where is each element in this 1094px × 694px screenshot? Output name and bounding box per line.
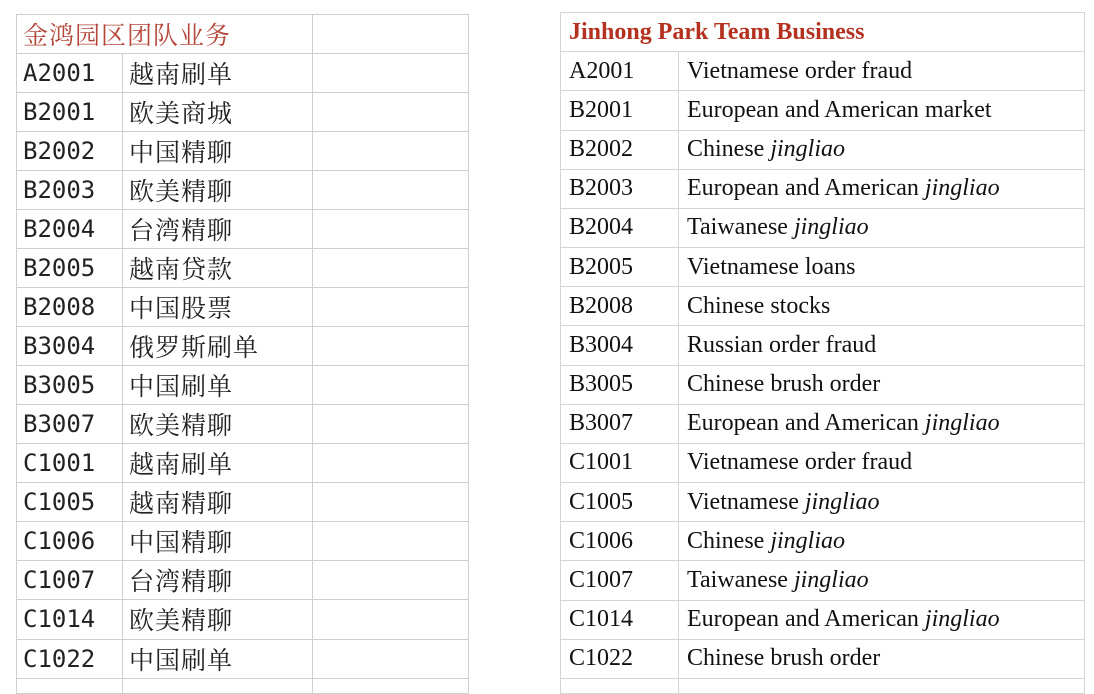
code-cell: C1005 <box>17 483 123 522</box>
table-row <box>561 287 1085 326</box>
description-italic-term: jingliao <box>804 488 880 515</box>
empty-cell <box>313 600 469 639</box>
empty-cell <box>313 522 469 561</box>
partial-row <box>561 678 1085 693</box>
description-italic-term: jingliao <box>770 136 845 163</box>
business-cell: 欧美精聊 <box>123 600 313 639</box>
table-row <box>561 248 1085 287</box>
english-title-cell: Jinhong Park Team Business <box>561 13 1085 52</box>
business-cell: 台湾精聊 <box>123 561 313 600</box>
description-cell <box>679 443 1085 482</box>
description-cell <box>679 248 1085 287</box>
business-cell: 中国精聊 <box>123 132 313 171</box>
description-text: Chinese brush order <box>687 645 881 672</box>
business-cell: 俄罗斯刷单 <box>123 327 313 366</box>
description-text: Vietnamese loans <box>687 253 856 280</box>
description-text: European and American market <box>687 96 992 123</box>
table-row <box>17 522 469 561</box>
code-cell: B3004 <box>17 327 123 366</box>
partial-row <box>17 678 469 693</box>
code-cell: C1006 <box>561 522 679 561</box>
description-text: Russian order fraud <box>687 331 877 358</box>
empty-cell <box>313 171 469 210</box>
business-cell: 中国股票 <box>123 288 313 327</box>
chinese-spreadsheet <box>16 14 469 694</box>
code-cell: B3007 <box>561 404 679 443</box>
table-row <box>561 326 1085 365</box>
business-cell: 中国刷单 <box>123 639 313 678</box>
description-cell <box>679 483 1085 522</box>
code-cell: C1014 <box>561 600 679 639</box>
empty-cell <box>679 678 1085 693</box>
description-cell <box>679 169 1085 208</box>
table-row <box>561 404 1085 443</box>
description-text: Taiwanese <box>687 214 794 241</box>
table-row <box>17 405 469 444</box>
english-table <box>560 12 1085 694</box>
code-cell: B2001 <box>561 91 679 130</box>
english-table-body <box>561 13 1085 694</box>
code-cell: C1005 <box>561 483 679 522</box>
description-italic-term: jingliao <box>924 410 1000 437</box>
code-cell: B2005 <box>561 248 679 287</box>
code-cell: C1014 <box>17 600 123 639</box>
code-cell: A2001 <box>561 52 679 91</box>
table-row <box>561 169 1085 208</box>
business-cell: 中国精聊 <box>123 522 313 561</box>
business-cell: 欧美精聊 <box>123 405 313 444</box>
description-cell <box>679 365 1085 404</box>
code-cell: C1007 <box>17 561 123 600</box>
business-cell: 欧美精聊 <box>123 171 313 210</box>
empty-cell <box>313 15 469 54</box>
description-cell <box>679 600 1085 639</box>
description-text: Chinese stocks <box>687 292 831 319</box>
description-italic-term: jingliao <box>924 175 1000 202</box>
code-cell: C1006 <box>17 522 123 561</box>
description-cell <box>679 522 1085 561</box>
code-cell: B3004 <box>561 326 679 365</box>
description-text: European and American <box>687 410 925 437</box>
table-row <box>561 208 1085 247</box>
code-cell: B2005 <box>17 249 123 288</box>
empty-cell <box>313 288 469 327</box>
empty-cell <box>313 366 469 405</box>
description-cell <box>679 52 1085 91</box>
table-row <box>561 600 1085 639</box>
description-text: Chinese <box>687 136 771 163</box>
business-cell: 台湾精聊 <box>123 210 313 249</box>
code-cell: B3007 <box>17 405 123 444</box>
code-cell: B2003 <box>561 169 679 208</box>
description-italic-term: jingliao <box>924 606 1000 633</box>
code-cell: B3005 <box>561 365 679 404</box>
description-italic-term: jingliao <box>793 214 869 241</box>
code-cell: B2003 <box>17 171 123 210</box>
description-cell <box>679 208 1085 247</box>
code-cell: B2002 <box>17 132 123 171</box>
business-cell: 欧美商城 <box>123 93 313 132</box>
table-row <box>561 522 1085 561</box>
table-row <box>561 483 1085 522</box>
table-row <box>561 639 1085 678</box>
code-cell: B2008 <box>561 287 679 326</box>
code-cell: B2001 <box>17 93 123 132</box>
table-row <box>17 444 469 483</box>
empty-cell <box>313 483 469 522</box>
table-row <box>561 365 1085 404</box>
code-cell: B2004 <box>561 208 679 247</box>
table-row <box>561 561 1085 600</box>
description-text: European and American <box>687 606 925 633</box>
empty-cell <box>313 444 469 483</box>
description-cell <box>679 561 1085 600</box>
chinese-spreadsheet-body <box>17 15 469 694</box>
table-row <box>17 132 469 171</box>
table-row <box>561 443 1085 482</box>
business-cell: 越南精聊 <box>123 483 313 522</box>
empty-cell <box>313 678 469 693</box>
empty-cell <box>313 249 469 288</box>
description-text: Vietnamese order fraud <box>687 57 913 84</box>
description-cell <box>679 404 1085 443</box>
description-text: Chinese brush order <box>687 371 881 398</box>
empty-cell <box>123 678 313 693</box>
description-text: European and American <box>687 175 925 202</box>
table-row <box>17 327 469 366</box>
description-cell <box>679 130 1085 169</box>
code-cell: B2002 <box>561 130 679 169</box>
table-row <box>561 52 1085 91</box>
table-row <box>17 600 469 639</box>
table-row <box>17 483 469 522</box>
empty-cell <box>313 327 469 366</box>
code-cell: B3005 <box>17 366 123 405</box>
code-cell: C1022 <box>561 639 679 678</box>
business-cell: 越南刷单 <box>123 444 313 483</box>
table-row <box>17 54 469 93</box>
description-text: Chinese <box>687 527 771 554</box>
description-text: Vietnamese order fraud <box>687 449 913 476</box>
code-cell: C1022 <box>17 639 123 678</box>
empty-cell <box>313 639 469 678</box>
table-row <box>17 210 469 249</box>
table-row <box>17 561 469 600</box>
code-cell: C1001 <box>561 443 679 482</box>
description-italic-term: jingliao <box>793 566 869 593</box>
empty-cell <box>313 93 469 132</box>
empty-cell <box>17 678 123 693</box>
code-cell: B2008 <box>17 288 123 327</box>
description-cell <box>679 639 1085 678</box>
table-row <box>17 171 469 210</box>
table-row <box>561 91 1085 130</box>
description-text: Taiwanese <box>687 566 794 593</box>
code-cell: A2001 <box>17 54 123 93</box>
business-cell: 中国刷单 <box>123 366 313 405</box>
empty-cell <box>561 678 679 693</box>
description-cell <box>679 287 1085 326</box>
description-italic-term: jingliao <box>770 527 845 554</box>
code-cell: B2004 <box>17 210 123 249</box>
english-title-row <box>561 13 1085 52</box>
table-row <box>17 93 469 132</box>
table-row <box>17 639 469 678</box>
chinese-title-cell: 金鸿园区团队业务 <box>17 15 313 54</box>
empty-cell <box>313 132 469 171</box>
description-cell <box>679 326 1085 365</box>
code-cell: C1001 <box>17 444 123 483</box>
table-row <box>17 366 469 405</box>
table-row <box>17 288 469 327</box>
empty-cell <box>313 561 469 600</box>
empty-cell <box>313 210 469 249</box>
table-row <box>561 130 1085 169</box>
description-cell <box>679 91 1085 130</box>
empty-cell <box>313 54 469 93</box>
table-row <box>17 249 469 288</box>
business-cell: 越南刷单 <box>123 54 313 93</box>
description-text: Vietnamese <box>687 488 805 515</box>
code-cell: C1007 <box>561 561 679 600</box>
business-cell: 越南贷款 <box>123 249 313 288</box>
empty-cell <box>313 405 469 444</box>
chinese-title-row <box>17 15 469 54</box>
